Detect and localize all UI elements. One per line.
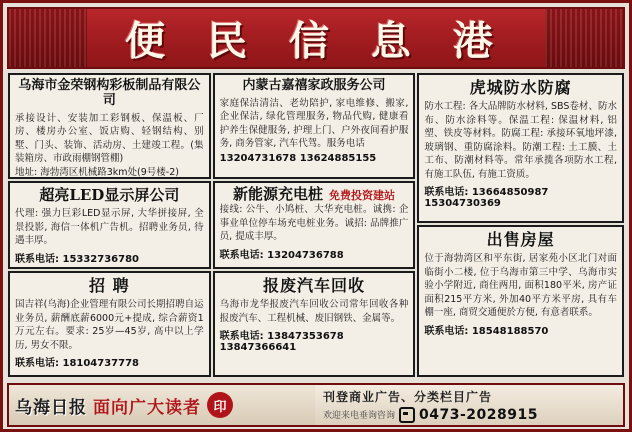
ad-body: 代理: 强力巨彩LED显示屏, 大华拼接屏, 全景投影, 海信一体机广告机。招聘业务员, 待遇丰厚。 <box>15 208 204 247</box>
ads-column-3 <box>416 73 625 379</box>
ad-scrap-car-recycling[interactable] <box>213 271 416 377</box>
ad-title: 出售房屋 <box>486 230 555 249</box>
ad-led-display[interactable] <box>8 181 211 269</box>
footer-phone-number[interactable]: 0473-2028915 <box>419 406 538 423</box>
ad-recruitment[interactable] <box>8 271 211 377</box>
ad-phone: 联系电话: 18104737778 <box>15 358 140 370</box>
ad-ev-charging[interactable] <box>213 181 416 269</box>
footer-banner <box>7 383 625 427</box>
ad-title: 新能源充电桩 <box>233 185 324 203</box>
ad-phone: 联系电话: 13204736788 <box>219 249 344 261</box>
phone-icon <box>399 407 415 423</box>
ad-phone: 13204731678 13624885155 <box>219 152 377 164</box>
masthead-banner <box>7 7 625 69</box>
masthead-title: 便 民 信 息 港 <box>125 17 507 65</box>
footer-consult-label: 欢迎来电垂询咨询 <box>323 411 396 421</box>
ad-title: 超亮LED显示屏公司 <box>39 186 180 204</box>
seal-icon: 印 <box>207 392 233 418</box>
ad-body: 位于海勃湾区和平东街, 居家苑小区北门对面临街小二楼, 位于乌海市第三中学、乌海市实验小学附近, 商住两用, 面积180平米, 房产证面积215平方米, 外加40平方米平房, 具有车棚一座, 商贸交通便於方便, 有意者联系。 <box>424 253 617 319</box>
ad-title: 报废汽车回收 <box>263 276 366 295</box>
ad-phone: 联系电话: 15332736780 <box>15 253 140 265</box>
ad-title: 乌海市金荣钢构彩板制品有限公司 <box>18 78 201 108</box>
footer-phone-row <box>323 407 623 423</box>
ad-body: 接线: 公牛、小鸠桩、大华充电桩。诚携: 企事业单位停车场充电桩业务。诚招: 品牌推广员, 提成丰厚。 <box>219 204 409 243</box>
footer-brand <box>9 385 315 425</box>
ad-body: 国吉祥(乌海)企业管理有限公司长期招聘自运业务员, 薪酬底薪6000元+提成, 综合薪资1万元左右。要求: 25岁—45岁, 高中以上学历, 男女不限。 <box>15 299 204 351</box>
footer-ad-types: 刊登商业广告、分类栏目广告 <box>323 389 493 404</box>
ad-title: 内蒙古嘉禧家政服务公司 <box>242 78 386 93</box>
ad-body: 防水工程: 各大品牌防水材料, SBS卷材、防水布、防水涂料等。保温工程: 保温材料, 铝塑、铁皮等材料。防腐工程: 承接环氧地坪漆, 玻璃钢、重防腐涂料。防潮工程: 土工膜、土工布、防潮材料等。常年承揽各项防水工程, 有施工队伍, 有施工资质。 <box>424 101 617 180</box>
ad-phone: 联系电话: 13664850987 15304730369 <box>424 187 549 210</box>
ad-house-for-sale[interactable] <box>417 225 624 377</box>
ad-body: 乌海市龙华报废汽车回收公司常年回收各种报废汽车、工程机械、废旧钢铁、金属等。 <box>219 299 409 324</box>
ad-subtitle: 免费投资建站 <box>329 188 396 202</box>
ad-phone: 联系电话: 13847353678 13847366641 <box>219 331 344 354</box>
ad-waterproofing[interactable] <box>417 73 624 223</box>
ad-title: 招 聘 <box>89 276 130 295</box>
ad-title: 虎城防水防腐 <box>469 78 572 97</box>
footer-slogan: 面向广大读者 <box>93 397 201 418</box>
ad-steel-structure[interactable] <box>8 73 211 179</box>
ads-column-2 <box>212 73 417 379</box>
ad-housekeeping[interactable] <box>213 73 416 179</box>
ad-phone: 联系电话: 18548188570 <box>424 325 549 337</box>
newspaper-logo: 乌海日报 <box>15 397 87 418</box>
ad-address: 地址: 海勃湾区机械路3km处(9号楼-2) <box>15 166 179 178</box>
classified-ads-grid <box>7 73 625 379</box>
ad-body: 家庭保洁清洁、老幼陪护, 家电维修、搬家, 企业保洁, 绿化管理服务, 物品代购, 健康看护养生保健服务, 护理上门、户外夜间看护服务, 商务管家, 汽车代驾。服务电话 <box>219 97 409 150</box>
ads-column-1 <box>7 73 212 379</box>
ad-header-row <box>220 186 409 203</box>
ad-body: 承接设计、安装加工彩钢板、保温板、厂房、楼房办公室、饭店购、轻钢结构、别墅、门头、装饰、活动房、土建竣工程。(集装箱房、市政雨棚钢管棚) <box>15 112 204 165</box>
footer-contact <box>315 385 623 425</box>
